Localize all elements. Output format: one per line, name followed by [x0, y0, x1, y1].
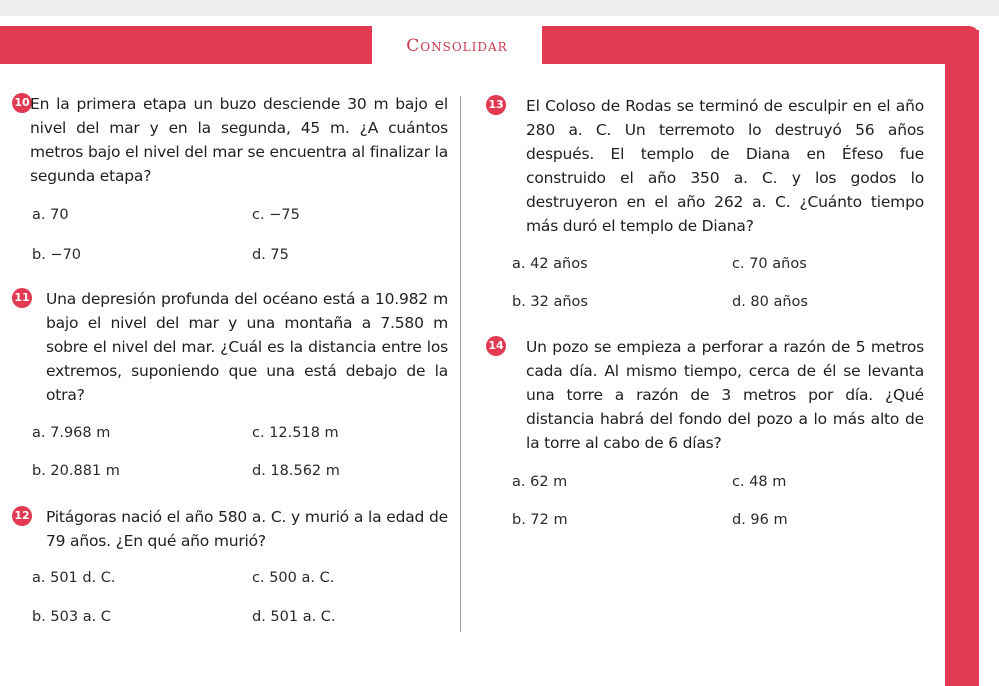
option-12-c[interactable]: c. 500 a. C. [252, 570, 335, 586]
question-number-12: 12 [12, 506, 32, 526]
header-bar-left [0, 26, 372, 64]
option-12-d[interactable]: d. 501 a. C. [252, 609, 336, 625]
option-12-b[interactable]: b. 503 a. C [32, 609, 111, 625]
option-14-d[interactable]: d. 96 m [732, 512, 788, 528]
question-number-13: 13 [486, 95, 506, 115]
option-11-a[interactable]: a. 7.968 m [32, 425, 111, 441]
question-text-14: Un pozo se empieza a perforar a razón de 5 metros cada día. Al mismo tiempo, cerca de él se levanta una torre a razón de 3 metros por día. ¿Qué distancia habrá del fondo del pozo a lo más alto de la torre al cabo de 6 días? [526, 338, 924, 452]
option-11-c[interactable]: c. 12.518 m [252, 425, 339, 441]
side-bar-right [945, 30, 979, 686]
option-13-a[interactable]: a. 42 años [512, 256, 588, 272]
option-14-b[interactable]: b. 72 m [512, 512, 568, 528]
question-number-11: 11 [12, 288, 32, 308]
question-text-10: En la primera etapa un buzo desciende 30 m bajo el nivel del mar y en la segunda, 45 m. ¿A cuántos metros bajo el nivel del mar se encuentra al finalizar la segunda etapa? [30, 95, 448, 185]
column-divider [460, 96, 461, 632]
question-text-13: El Coloso de Rodas se terminó de esculpir en el año 280 a. C. Un terremoto lo destruyó 56 años después. El templo de Diana en Éfeso fue construido el año 350 a. C. y los godos lo destruyeron en el año 262 a. C. ¿Cuánto tiempo más duró el templo de Diana? [526, 97, 924, 235]
option-14-c[interactable]: c. 48 m [732, 474, 787, 490]
option-10-a[interactable]: a. 70 [32, 207, 69, 223]
header-bar-right [542, 26, 979, 64]
option-11-b[interactable]: b. 20.881 m [32, 463, 120, 479]
option-13-b[interactable]: b. 32 años [512, 294, 588, 310]
option-12-a[interactable]: a. 501 d. C. [32, 570, 116, 586]
option-13-c[interactable]: c. 70 años [732, 256, 807, 272]
option-13-d[interactable]: d. 80 años [732, 294, 808, 310]
top-strip [0, 0, 999, 16]
question-number-10: 10 [12, 93, 32, 113]
question-number-14: 14 [486, 336, 506, 356]
option-14-a[interactable]: a. 62 m [512, 474, 568, 490]
option-10-c[interactable]: c. −75 [252, 207, 300, 223]
option-10-d[interactable]: d. 75 [252, 247, 289, 263]
question-text-11: Una depresión profunda del océano está a 10.982 m bajo el nivel del mar y una montaña a 7.580 m sobre el nivel del mar. ¿Cuál es la distancia entre los extremos, suponiendo que una está debajo de la otra? [46, 290, 448, 404]
question-text-12: Pitágoras nació el año 580 a. C. y murió a la edad de 79 años. ¿En qué año murió? [46, 508, 448, 550]
option-11-d[interactable]: d. 18.562 m [252, 463, 340, 479]
section-title: Consolidar [406, 36, 508, 56]
option-10-b[interactable]: b. −70 [32, 247, 82, 263]
